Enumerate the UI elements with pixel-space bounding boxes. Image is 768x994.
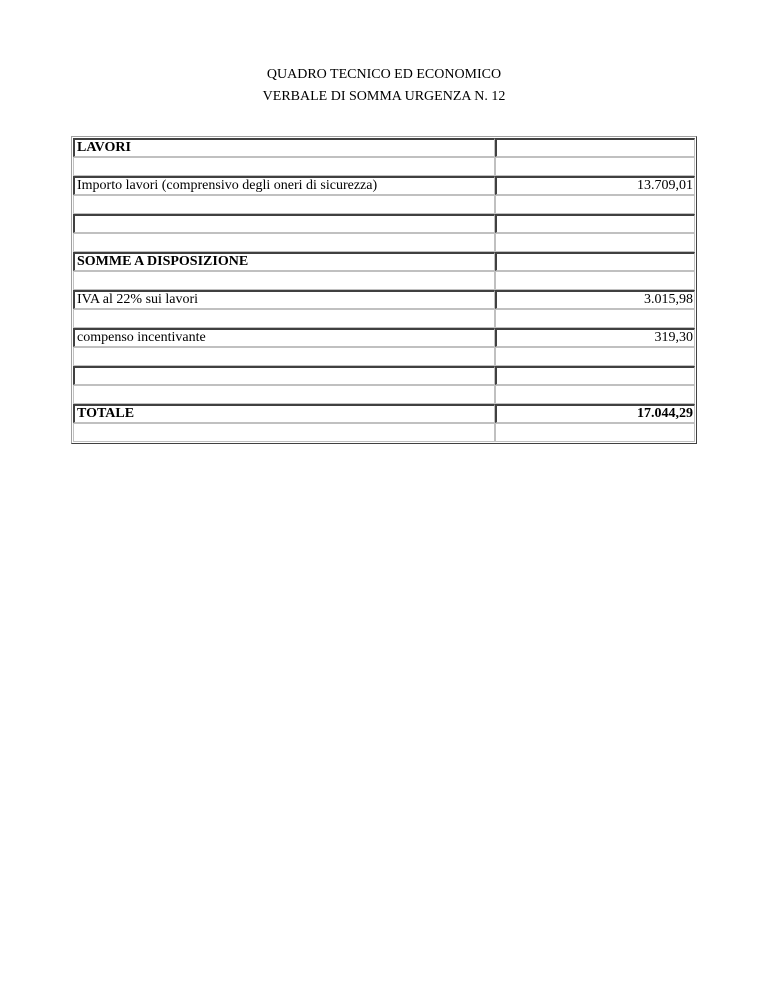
spacer-row bbox=[73, 423, 695, 442]
row-value: 319,30 bbox=[495, 328, 695, 347]
table-row bbox=[73, 404, 695, 423]
spacer-row bbox=[73, 195, 695, 214]
table-row bbox=[73, 252, 695, 271]
document-title: QUADRO TECNICO ED ECONOMICO bbox=[266, 67, 502, 82]
table-row bbox=[73, 366, 695, 385]
spacer-row bbox=[73, 309, 695, 328]
spacer-row bbox=[73, 233, 695, 252]
row-label: IVA al 22% sui lavori bbox=[73, 290, 495, 309]
table-row bbox=[73, 290, 695, 309]
row-label bbox=[73, 366, 495, 385]
row-value bbox=[495, 138, 695, 157]
row-label: Importo lavori (comprensivo degli oneri di sicurezza) bbox=[73, 176, 495, 195]
row-value bbox=[495, 252, 695, 271]
row-label: compenso incentivante bbox=[73, 328, 495, 347]
row-label: LAVORI bbox=[73, 138, 495, 157]
row-value bbox=[495, 366, 695, 385]
table-row bbox=[73, 214, 695, 233]
spacer-row bbox=[73, 385, 695, 404]
spacer-row bbox=[73, 347, 695, 366]
table-row bbox=[73, 138, 695, 157]
row-value: 13.709,01 bbox=[495, 176, 695, 195]
table-row bbox=[73, 176, 695, 195]
row-value bbox=[495, 214, 695, 233]
row-value: 3.015,98 bbox=[495, 290, 695, 309]
row-value: 17.044,29 bbox=[495, 404, 695, 423]
spacer-row bbox=[73, 157, 695, 176]
row-label: TOTALE bbox=[73, 404, 495, 423]
table-row bbox=[73, 328, 695, 347]
economic-table bbox=[71, 136, 697, 444]
row-label bbox=[73, 214, 495, 233]
document-subtitle: VERBALE DI SOMMA URGENZA N. 12 bbox=[262, 89, 506, 104]
row-label: SOMME A DISPOSIZIONE bbox=[73, 252, 495, 271]
spacer-row bbox=[73, 271, 695, 290]
document-header bbox=[0, 64, 768, 108]
